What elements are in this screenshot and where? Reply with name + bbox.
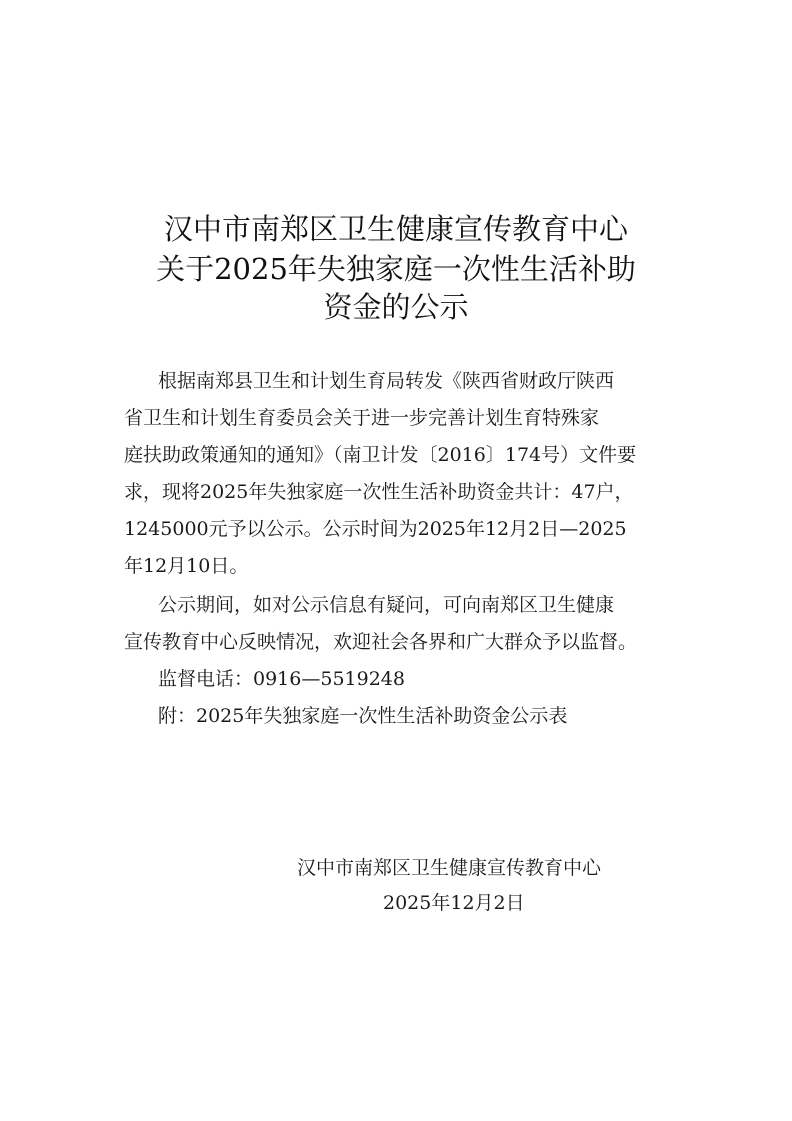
body-paragraph-1-line-6: 年12月10日。	[124, 555, 249, 577]
title-line-1: 汉中市南郑区卫生健康宣传教育中心	[163, 212, 628, 246]
signature-organization: 汉中市南郑区卫生健康宣传教育中心	[297, 857, 602, 879]
title-line-3: 资金的公示	[323, 290, 469, 324]
body-paragraph-1-line-4: 求，现将2025年失独家庭一次性生活补助资金共计：47户，	[124, 481, 634, 503]
body-paragraph-1-line-2: 省卫生和计划生育委员会关于进一步完善计划生育特殊家	[124, 407, 600, 429]
attachment-note: 附：2025年失独家庭一次性生活补助资金公示表	[158, 705, 568, 727]
body-paragraph-2-line-2: 宣传教育中心反映情况，欢迎社会各界和广大群众予以监督。	[124, 631, 638, 653]
title-line-2: 关于2025年失独家庭一次性生活补助	[156, 252, 636, 286]
supervision-phone: 监督电话：0916—5519248	[158, 668, 405, 690]
signature-date: 2025年12月2日	[383, 892, 525, 914]
body-paragraph-1-line-1: 根据南郑县卫生和计划生育局转发《陕西省财政厅陕西	[158, 370, 615, 392]
body-paragraph-1-line-3: 庭扶助政策通知的通知》（南卫计发〔2016〕174号）文件要	[124, 444, 637, 466]
body-paragraph-1-line-5: 1245000元予以公示。公示时间为2025年12月2日—2025	[124, 518, 627, 540]
body-paragraph-2-line-1: 公示期间，如对公示信息有疑问，可向南郑区卫生健康	[158, 594, 615, 616]
